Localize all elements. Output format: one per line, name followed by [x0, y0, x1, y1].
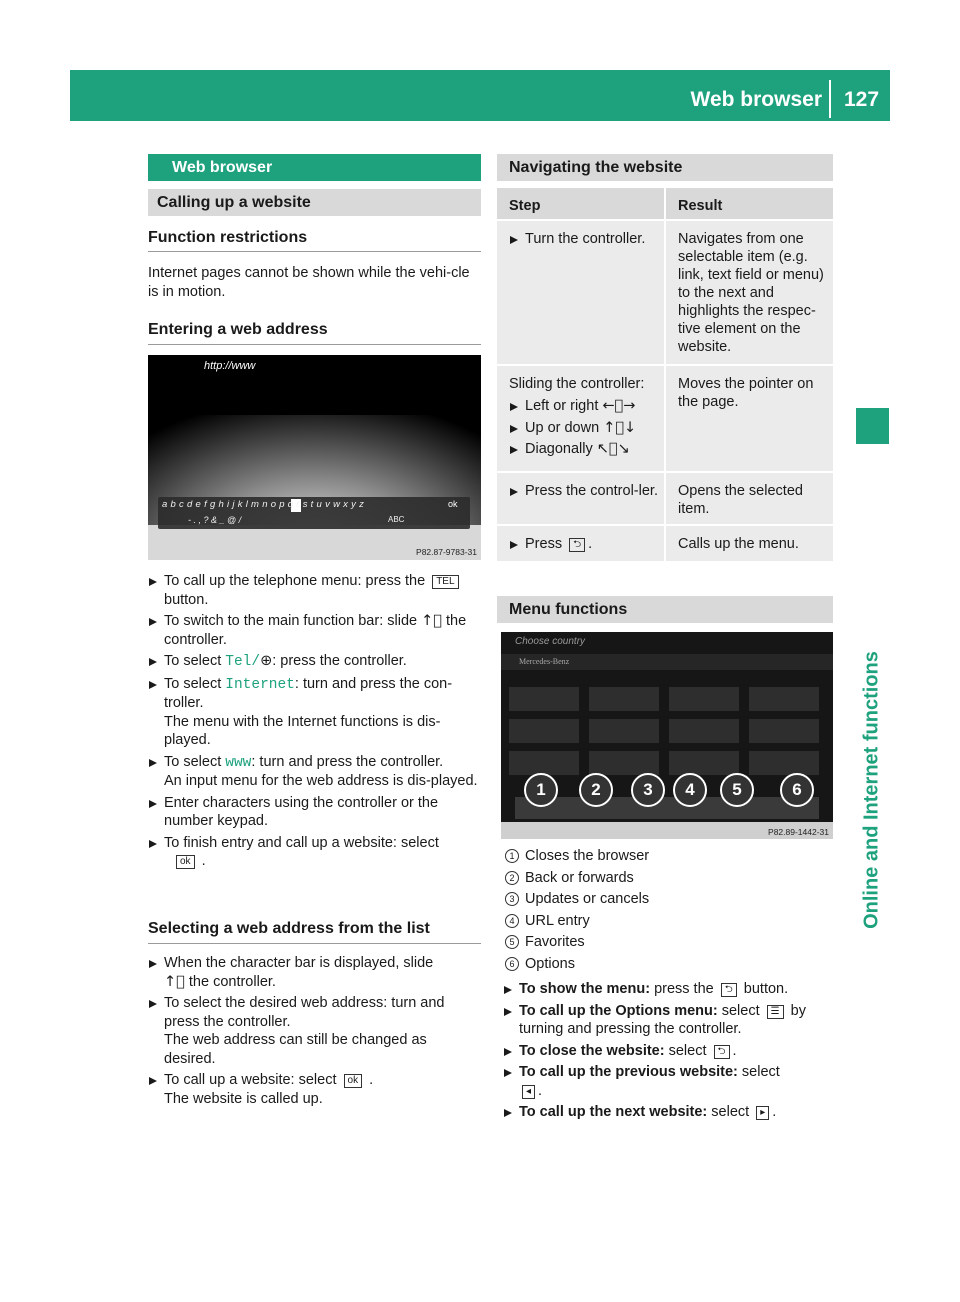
- legend-item: [505, 911, 833, 933]
- close-browser-icon: ⮌: [714, 1045, 730, 1059]
- url-field-text: http://www: [204, 360, 256, 372]
- subsection-title-bar: [148, 189, 481, 216]
- globe-icon: ⊕: [260, 653, 273, 669]
- step-item: [509, 535, 664, 554]
- menu-steps: [503, 980, 835, 1125]
- table-cell-result: Moves the pointer on the page.: [664, 366, 833, 471]
- step-label: To call up the Options menu:: [519, 1002, 718, 1019]
- step-text: press the: [654, 981, 714, 997]
- image-caption: P82.89-1442-31: [768, 827, 829, 837]
- side-tab-marker: [856, 408, 889, 444]
- step-text: button.: [743, 981, 789, 997]
- table-cell-result: Navigates from one selectable item (e.g. link, text field or menu) to the next and highlights the respec-tive element on the website.: [664, 221, 833, 364]
- step-text: The website is called up.: [164, 1090, 323, 1107]
- step-label: To show the menu:: [519, 981, 651, 997]
- options-menu-icon: ☰: [767, 1005, 784, 1019]
- controller-up-down-icon: ↑⃝↓: [603, 419, 637, 436]
- step-item: [509, 419, 664, 438]
- step-text: To select: [164, 653, 222, 669]
- step-item: [148, 753, 481, 791]
- nav-title-bar: [497, 154, 833, 181]
- menu-functions-bar: [497, 596, 833, 623]
- step-item: [503, 1042, 835, 1061]
- legend-item: [505, 954, 833, 976]
- step-text: : press the controller.: [272, 653, 407, 669]
- table-header-step: Step: [509, 198, 541, 214]
- table-header-row: [497, 188, 833, 221]
- step-text: Diagonally: [525, 441, 593, 457]
- step-label: To close the website:: [519, 1042, 665, 1059]
- callout-circle-3: 3: [631, 773, 665, 807]
- menu-functions-image: [501, 632, 833, 839]
- step-text: When the character bar is displayed, slide: [164, 955, 434, 971]
- restrictions-text: Internet pages cannot be shown while the vehi-cle is in motion.: [148, 265, 470, 300]
- image-caption: P82.87-9783-31: [416, 547, 477, 557]
- table-cell-result: Calls up the menu.: [664, 526, 833, 561]
- callout-circle-2: 2: [579, 773, 613, 807]
- side-tab-label: Online and Internet functions: [860, 651, 883, 929]
- step-item: [503, 980, 835, 999]
- step-item: [148, 612, 481, 649]
- legend-number: 1: [505, 849, 519, 863]
- heading-rule: [148, 344, 481, 345]
- step-item: [503, 1103, 835, 1122]
- legend-item: [505, 868, 833, 890]
- callout-circle-1: 1: [524, 773, 558, 807]
- step-text: .: [772, 1104, 777, 1120]
- entering-steps: [148, 572, 481, 874]
- step-item: [148, 572, 481, 609]
- step-text: .: [369, 1072, 374, 1088]
- step-text: button.: [164, 591, 209, 608]
- step-item: [148, 675, 481, 750]
- step-text: To switch to the main function bar: slide: [164, 613, 418, 629]
- table-cell-result: Opens the selected item.: [664, 473, 833, 524]
- step-text: Press the control-ler.: [525, 483, 658, 499]
- menu-image-top-label: Choose country: [515, 636, 586, 647]
- web-address-entry-image: [148, 355, 481, 560]
- step-text: select: [711, 1104, 750, 1120]
- step-item: [148, 954, 481, 991]
- step-label: To call up the previous website:: [519, 1064, 738, 1080]
- step-item: [503, 1002, 835, 1039]
- header-divider: [829, 80, 831, 118]
- step-text: select: [741, 1064, 780, 1080]
- table-cell-step: [497, 473, 664, 524]
- previous-page-icon: ◂: [522, 1085, 535, 1099]
- step-text: select: [668, 1042, 707, 1059]
- table-header-result: Result: [664, 188, 833, 219]
- step-item: [148, 1071, 481, 1108]
- table-cell-step: [497, 366, 664, 471]
- step-text: Sliding the controller:: [509, 376, 645, 392]
- step-text: Left or right: [525, 398, 599, 414]
- legend-text: Updates or cancels: [525, 891, 650, 907]
- callout-circle-4: 4: [673, 773, 707, 807]
- menu-functions-title: Menu functions: [509, 600, 628, 618]
- menu-code-tel: Tel/: [225, 654, 261, 670]
- legend-text: Favorites: [525, 934, 585, 950]
- keyboard-mode-key: ABC: [388, 515, 405, 524]
- legend-number: 3: [505, 892, 519, 906]
- table-cell-step: [497, 526, 664, 561]
- heading-rule: [148, 251, 481, 252]
- menu-image-sub-label: Mercedes-Benz: [519, 657, 570, 666]
- legend-item: [505, 932, 833, 954]
- step-item: [148, 994, 481, 1068]
- step-text: To finish entry and call up a website: select: [164, 834, 439, 851]
- step-text: Press: [525, 536, 563, 552]
- tel-key-icon: TEL: [432, 575, 458, 589]
- section-title-bar: [148, 154, 481, 181]
- step-item: [148, 652, 481, 672]
- controller-diagonal-icon: ↖⃝↘: [596, 441, 630, 457]
- legend-number: 4: [505, 914, 519, 928]
- step-text: The menu with the Internet functions is dis-played.: [164, 713, 441, 748]
- next-page-icon: ▸: [756, 1106, 769, 1120]
- step-item: [509, 482, 664, 501]
- step-item: [148, 834, 481, 871]
- controller-slide-up-icon: ↑⃝: [421, 613, 442, 629]
- nav-title: Navigating the website: [509, 158, 683, 176]
- step-text: .: [732, 1042, 737, 1059]
- step-item: [509, 230, 664, 249]
- table-cell-step: [497, 221, 664, 364]
- table-row: [497, 526, 833, 561]
- table-row: [497, 366, 833, 473]
- ok-key-icon: ok: [176, 855, 195, 869]
- callout-circle-6: 6: [780, 773, 814, 807]
- page-number: 127: [844, 88, 880, 111]
- legend-text: Back or forwards: [525, 869, 634, 886]
- menu-code-www: www: [225, 754, 252, 771]
- step-text: To call up the telephone menu: press the: [164, 573, 426, 589]
- controller-slide-up-icon: ↑⃝: [164, 973, 185, 990]
- navigation-table: [497, 188, 833, 561]
- step-text: select: [721, 1002, 760, 1019]
- step-text: The web address can still be changed as desired.: [164, 1032, 427, 1067]
- legend-text: URL entry: [525, 912, 590, 929]
- step-text: An input menu for the web address is dis-played.: [164, 773, 478, 789]
- function-restrictions-heading: Function restrictions: [148, 229, 308, 246]
- legend-item: [505, 889, 833, 911]
- legend-number: 6: [505, 957, 519, 971]
- menu-code-internet: Internet: [225, 676, 295, 693]
- subsection-title: Calling up a website: [157, 193, 311, 211]
- callout-circle-5: 5: [720, 773, 754, 807]
- selecting-steps: [148, 954, 481, 1111]
- step-text: To select: [164, 675, 222, 692]
- step-text: To call up a website: select: [164, 1072, 337, 1088]
- step-text: : turn and press the con-troller.: [164, 675, 453, 711]
- legend-number: 5: [505, 935, 519, 949]
- step-text: the controller.: [164, 613, 467, 648]
- keyboard-ok-key: ok: [448, 499, 458, 509]
- selecting-heading: Selecting a web address from the list: [148, 920, 430, 937]
- legend-item: [505, 846, 833, 868]
- step-text: : turn and press the controller.: [251, 753, 444, 770]
- back-button-icon: ⮌: [569, 538, 585, 552]
- legend-text: Closes the browser: [525, 848, 650, 864]
- step-text: Up or down: [525, 419, 600, 436]
- step-text: the controller.: [188, 973, 276, 990]
- step-item: [148, 794, 481, 831]
- back-button-icon: ⮌: [721, 983, 737, 997]
- step-text: Turn the controller.: [525, 231, 646, 247]
- step-text: .: [538, 1082, 543, 1099]
- step-text: .: [201, 853, 206, 869]
- section-title: Web browser: [172, 158, 273, 176]
- step-item: [509, 440, 664, 459]
- legend-number: 2: [505, 871, 519, 885]
- menu-legend: [505, 846, 833, 975]
- ok-key-icon: ok: [344, 1074, 363, 1088]
- controller-left-right-icon: ←⃝→: [602, 398, 636, 414]
- entering-heading: Entering a web address: [148, 321, 328, 338]
- keyboard-letters-row: a b c d e f g h i j k l m n o p q r s t u v w x y z: [162, 499, 365, 510]
- keyboard-symbols-row: - . , ? & _ @ /: [188, 515, 242, 525]
- heading-rule: [148, 943, 481, 944]
- step-text: .: [588, 536, 593, 552]
- step-label: To call up the next website:: [519, 1104, 708, 1120]
- table-row: [497, 473, 833, 526]
- step-text: Enter characters using the controller or the number keypad.: [164, 794, 439, 829]
- legend-text: Options: [525, 955, 575, 972]
- page-header-title: Web browser: [690, 88, 822, 111]
- step-text: by turning and pressing the controller.: [519, 1002, 806, 1037]
- step-item: [503, 1063, 835, 1100]
- step-item: [509, 397, 664, 416]
- table-row: [497, 221, 833, 366]
- step-text: To select the desired web address: turn and press the controller.: [164, 995, 445, 1030]
- step-text: To select: [164, 753, 222, 770]
